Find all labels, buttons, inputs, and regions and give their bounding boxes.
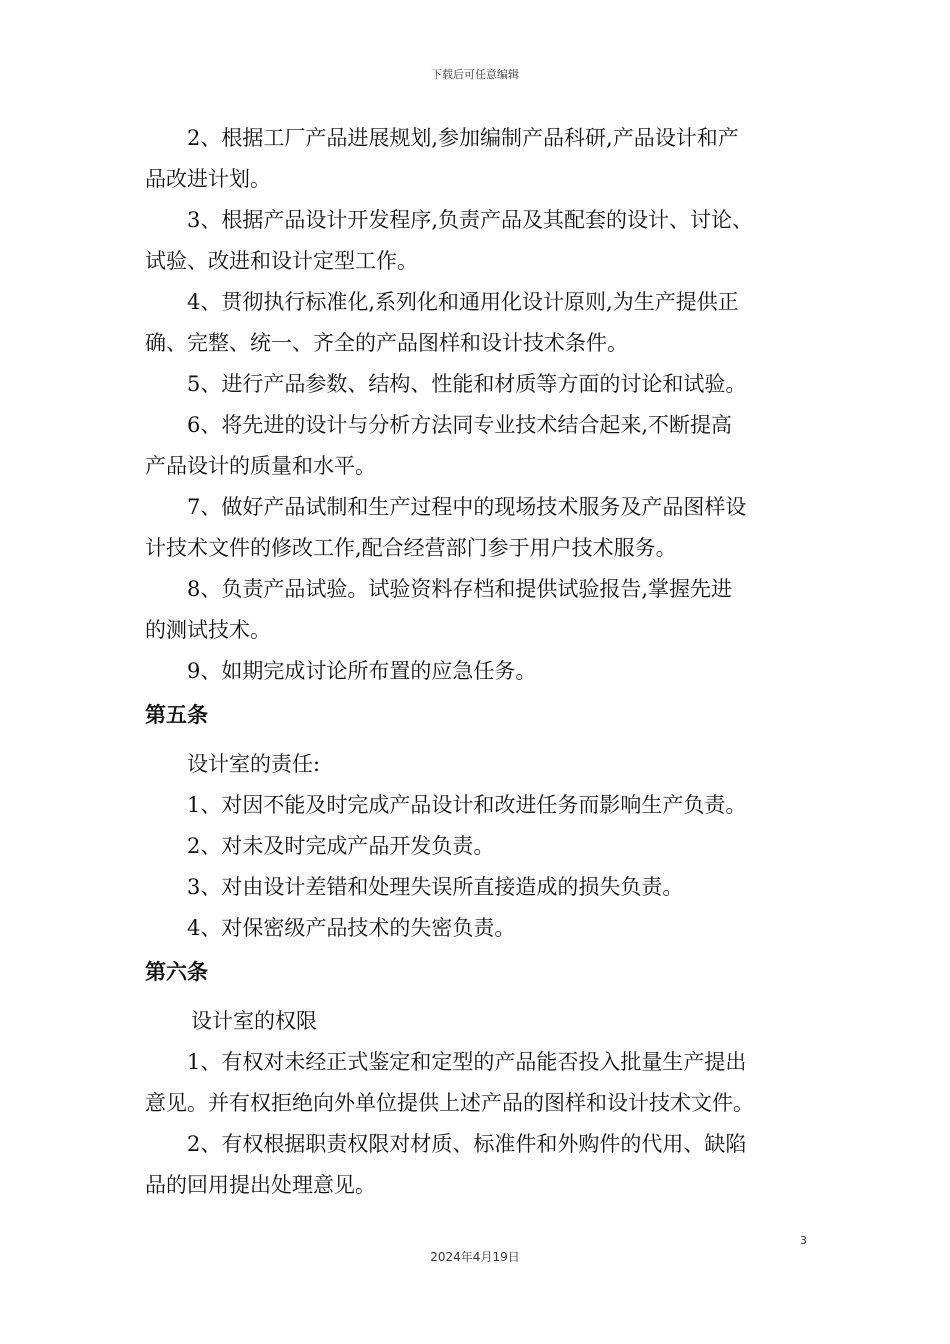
list-item (145, 651, 825, 692)
section-heading: 第六条 (145, 960, 208, 984)
list-item (145, 487, 825, 569)
list-item (145, 908, 825, 949)
section-intro (145, 1001, 825, 1042)
list-item (145, 364, 825, 405)
list-item-line: 计技术文件的修改工作,配合经营部门参于用户技术服务。 (145, 536, 677, 560)
list-item-line: 品的回用提出处理意见。 (145, 1173, 376, 1197)
document-body (145, 118, 825, 1206)
list-item-line: 品改进计划。 (145, 167, 271, 191)
section-intro-text: 设计室的权限 (191, 1009, 317, 1033)
list-item-line: 8、负责产品试验。试验资料存档和提供试验报告,掌握先进 (187, 577, 733, 601)
list-item (145, 785, 825, 826)
list-item (145, 867, 825, 908)
list-item-line: 产品设计的质量和水平。 (145, 454, 376, 478)
list-item-line: 试验、改进和设计定型工作。 (145, 249, 418, 273)
list-item (145, 118, 825, 200)
list-item-line: 确、完整、统一、齐全的产品图样和设计技术条件。 (145, 331, 628, 355)
section-four-list (145, 118, 825, 692)
list-item-line: 9、如期完成讨论所布置的应急任务。 (187, 659, 537, 683)
list-item-line: 2、对未及时完成产品开发负责。 (187, 834, 495, 858)
list-item (145, 1042, 825, 1124)
list-item-line: 3、根据产品设计开发程序,负责产品及其配套的设计、讨论、 (187, 208, 754, 232)
list-item (145, 1124, 825, 1206)
section-heading: 第五条 (145, 703, 208, 727)
section-five (145, 700, 825, 949)
section-six (145, 957, 825, 1206)
page-number: 3 (800, 1234, 807, 1247)
list-item (145, 405, 825, 487)
list-item-line: 的测试技术。 (145, 618, 271, 642)
section-intro-text: 设计室的责任: (187, 752, 321, 776)
list-item (145, 826, 825, 867)
page-header: 下载后可任意编辑 (431, 68, 519, 81)
list-item-line: 3、对由设计差错和处理失误所直接造成的损失负责。 (187, 875, 684, 899)
list-item-line: 5、进行产品参数、结构、性能和材质等方面的讨论和试验。 (187, 372, 747, 396)
list-item-line: 7、做好产品试制和生产过程中的现场技术服务及产品图样设 (187, 495, 747, 519)
list-item-line: 2、有权根据职责权限对材质、标准件和外购件的代用、缺陷 (187, 1132, 747, 1156)
list-item-line: 2、根据工厂产品进展规划,参加编制产品科研,产品设计和产 (187, 126, 739, 150)
list-item-line: 意见。并有权拒绝向外单位提供上述产品的图样和设计技术文件。 (145, 1091, 754, 1115)
list-item-line: 4、对保密级产品技术的失密负责。 (187, 916, 516, 940)
list-item-line: 6、将先进的设计与分析方法同专业技术结合起来,不断提高 (187, 413, 733, 437)
footer-date: 2024年4月19日 (430, 1250, 520, 1264)
list-item-line: 1、有权对未经正式鉴定和定型的产品能否投入批量生产提出 (187, 1050, 747, 1074)
list-item (145, 569, 825, 651)
list-item-line: 1、对因不能及时完成产品设计和改进任务而影响生产负责。 (187, 793, 747, 817)
list-item-line: 4、贯彻执行标准化,系列化和通用化设计原则,为生产提供正 (187, 290, 739, 314)
list-item (145, 200, 825, 282)
section-intro (145, 744, 825, 785)
list-item (145, 282, 825, 364)
